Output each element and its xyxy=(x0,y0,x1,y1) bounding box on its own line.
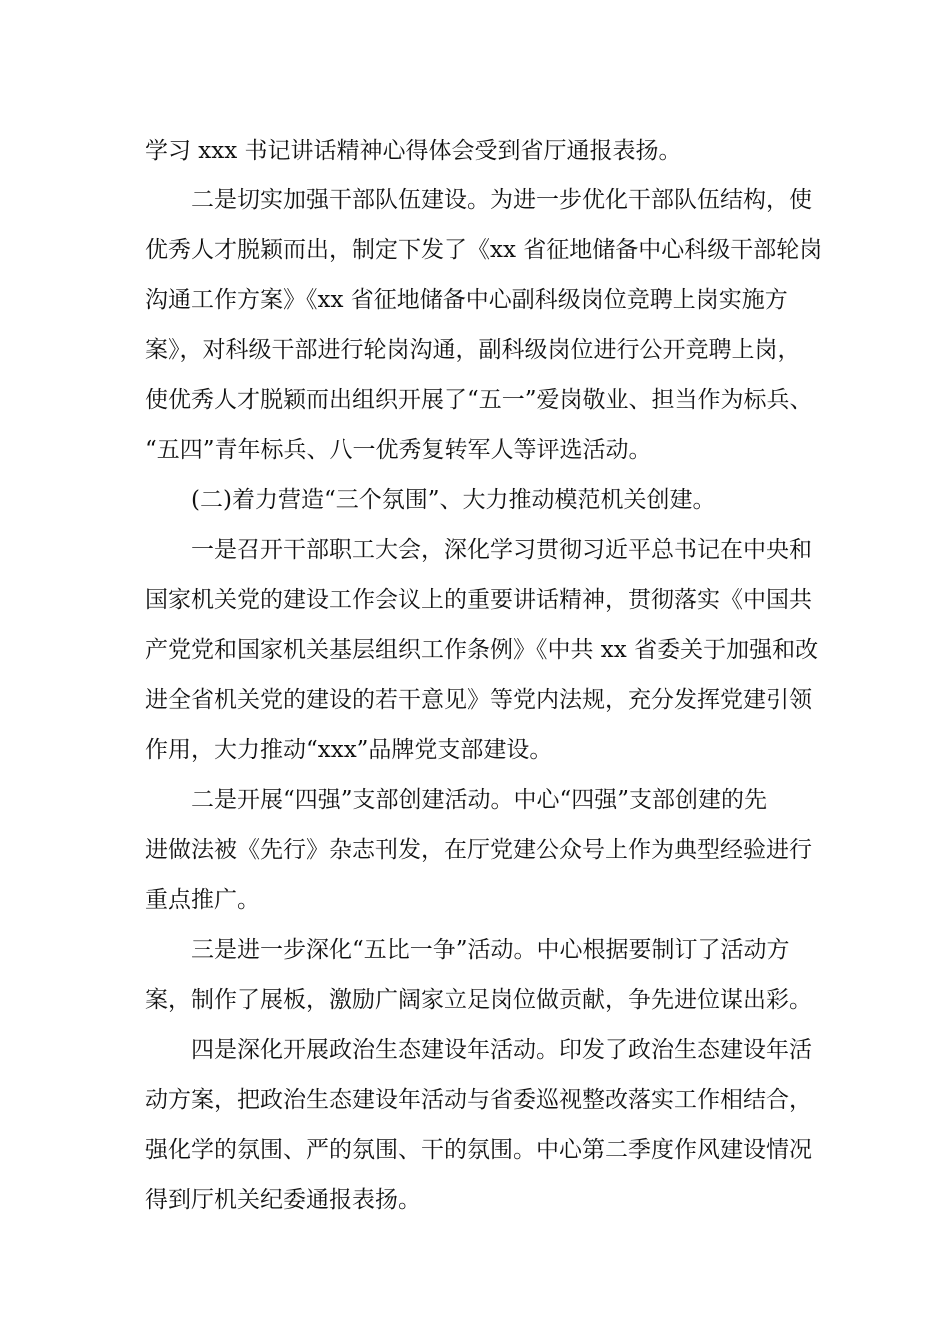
text-line: 使优秀人才脱颖而出组织开展了“五一”爱岗敬业、担当作为标兵、 xyxy=(145,387,813,413)
paragraph-start: 二是开展“四强”支部创建活动。中心“四强”支部创建的先 xyxy=(191,787,768,813)
text-line: 进做法被《先行》杂志刊发，在厅党建公众号上作为典型经验进行 xyxy=(145,837,812,863)
paragraph-start: 三是进一步深化“五比一争”活动。中心根据要制订了活动方 xyxy=(191,937,790,963)
text-line: 优秀人才脱颖而出，制定下发了《xx 省征地储备中心科级干部轮岗 xyxy=(145,237,823,263)
text-line: 案》，对科级干部进行轮岗沟通，副科级岗位进行公开竞聘上岗， xyxy=(145,337,801,363)
paragraph-start: 一是召开干部职工大会，深化学习贯彻习近平总书记在中央和 xyxy=(191,537,812,563)
paragraph-start: 四是深化开展政治生态建设年活动。印发了政治生态建设年活 xyxy=(191,1037,812,1063)
text-line: 案，制作了展板，激励广阔家立足岗位做贡献，争先进位谋出彩。 xyxy=(145,987,812,1013)
text-line: 强化学的氛围、严的氛围、干的氛围。中心第二季度作风建设情况 xyxy=(145,1137,812,1163)
paragraph-start: 二是切实加强干部队伍建设。为进一步优化干部队伍结构，使 xyxy=(191,187,812,213)
section-heading: (二)着力营造“三个氛围”、大力推动模范机关创建。 xyxy=(191,487,716,513)
text-line: 产党党和国家机关基层组织工作条例》《中共 xx 省委关于加强和改 xyxy=(145,637,819,663)
text-line: 沟通工作方案》《xx 省征地储备中心副科级岗位竞聘上岗实施方 xyxy=(145,287,788,313)
text-line: 进全省机关党的建设的若干意见》等党内法规，充分发挥党建引领 xyxy=(145,687,812,713)
text-line: 动方案，把政治生态建设年活动与省委巡视整改落实工作相结合， xyxy=(145,1087,812,1113)
text-line: “五四”青年标兵、八一优秀复转军人等评选活动。 xyxy=(145,437,652,463)
text-line: 国家机关党的建设工作会议上的重要讲话精神，贯彻落实《中国共 xyxy=(145,587,812,613)
text-line: 重点推广。 xyxy=(145,887,260,913)
text-line: 得到厅机关纪委通报表扬。 xyxy=(145,1187,421,1213)
text-line: 学习 xxx 书记讲话精神心得体会受到省厅通报表扬。 xyxy=(145,138,682,164)
text-line: 作用，大力推动“xxx”品牌党支部建设。 xyxy=(145,737,553,763)
